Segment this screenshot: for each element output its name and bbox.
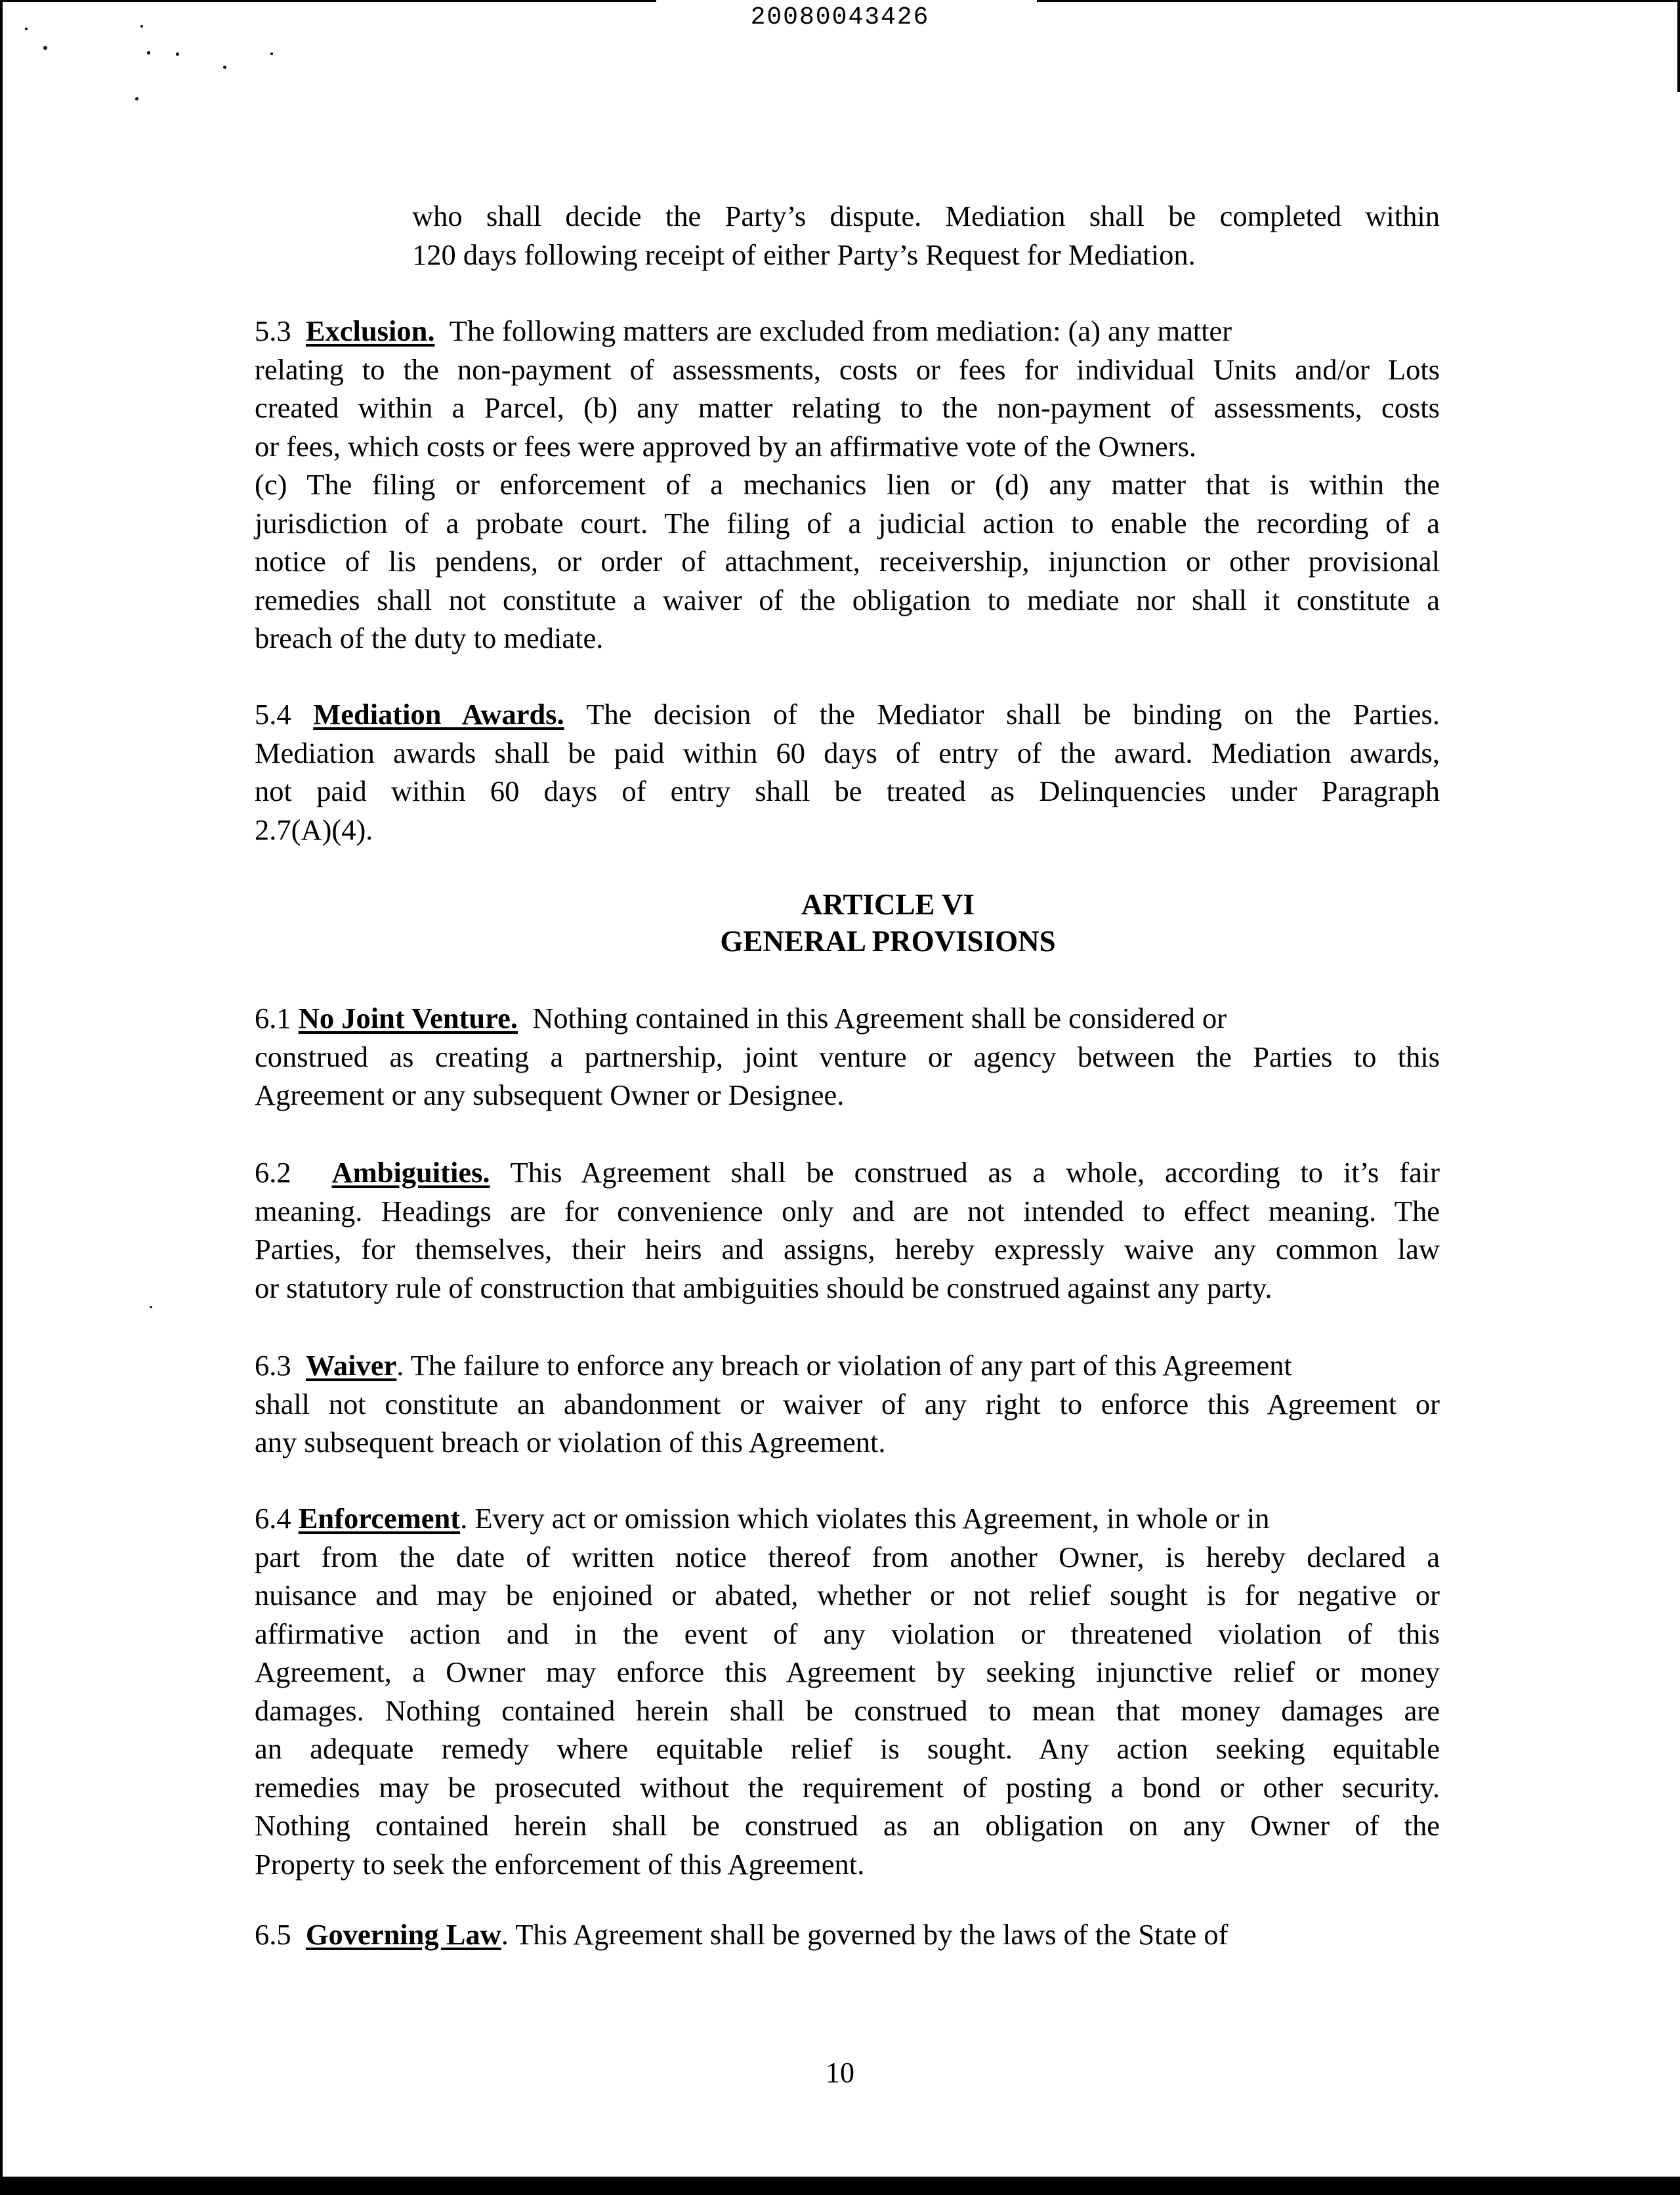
text-line: breach of the duty to mediate. xyxy=(255,622,604,654)
text-line: created within a Parcel, (b) any matter relating to the non-payment of assessments, costs xyxy=(255,391,1440,424)
text-line: notice of lis pendens, or order of attachment, receivership, injunction or other provisional xyxy=(255,545,1440,578)
text-line: The following matters are excluded from mediation: (a) any matter xyxy=(449,314,1232,347)
text-line: or fees, which costs or fees were approved by an affirmative vote of the Owners. xyxy=(255,429,1197,463)
section-heading: Governing Law xyxy=(305,1918,501,1951)
scan-speck xyxy=(176,53,179,56)
text-line: Nothing contained in this Agreement shall be considered or xyxy=(532,1002,1227,1034)
text-line: part from the date of written notice thereof from another Owner, is hereby declared a xyxy=(255,1540,1440,1573)
text-line: construed as creating a partnership, joint venture or agency between the Parties to this xyxy=(255,1040,1440,1073)
text-line: Agreement, a Owner may enforce this Agreement by seeking injunctive relief or money xyxy=(255,1655,1440,1688)
article-title: GENERAL PROVISIONS xyxy=(720,925,1056,958)
text-line: not paid within 60 days of entry shall be treated as Delinquencies under Paragraph xyxy=(255,775,1440,807)
section-5-3 xyxy=(255,312,1440,658)
text-line: Mediation awards shall be paid within 60 days of entry of the award. Mediation awards, xyxy=(255,736,1440,769)
section-heading: Ambiguities. xyxy=(331,1156,490,1189)
section-heading: No Joint Venture. xyxy=(298,1002,518,1034)
section-number: 6.5 xyxy=(255,1918,291,1951)
section-5-4 xyxy=(255,695,1440,849)
text-line: meaning. Headings are for convenience only and are not intended to effect meaning. The xyxy=(255,1194,1440,1227)
section-number: 6.4 xyxy=(255,1502,291,1535)
section-number: 6.3 xyxy=(255,1349,291,1382)
text-line: Property to seek the enforcement of this Agreement. xyxy=(255,1847,865,1881)
text-line: This Agreement shall be construed as a whole, according to it’s fair xyxy=(510,1156,1440,1189)
text-line: any subsequent breach or violation of this Agreement. xyxy=(255,1426,886,1459)
text-line: Parties, for themselves, their heirs and assigns, hereby expressly waive any common law xyxy=(255,1233,1440,1266)
text-line: or statutory rule of construction that ambiguities should be construed against any party. xyxy=(255,1271,1272,1304)
section-number: 6.1 xyxy=(255,1002,291,1034)
text-line: (c) The filing or enforcement of a mechanics lien or (d) any matter that is within the xyxy=(255,468,1440,501)
text-line: 120 days following receipt of either Party’s Request for Mediation. xyxy=(412,238,1196,271)
text-line: shall not constitute an abandonment or waiver of any right to enforce this Agreement or xyxy=(255,1387,1440,1420)
page-number: 10 xyxy=(826,2056,854,2089)
section-6-4 xyxy=(255,1499,1440,1883)
article-number: ARTICLE VI xyxy=(801,888,975,921)
text-line: Agreement or any subsequent Owner or Designee. xyxy=(255,1078,845,1111)
section-6-3 xyxy=(255,1346,1440,1462)
text-line: damages. Nothing contained herein shall be construed to mean that money damages are xyxy=(255,1694,1440,1727)
section-heading: Waiver xyxy=(305,1349,397,1382)
text-line: remedies shall not constitute a waiver of the obligation to mediate nor shall it constitute a xyxy=(255,583,1440,616)
scan-speck xyxy=(270,53,273,55)
text-line: remedies may be prosecuted without the requirement of posting a bond or other security. xyxy=(255,1770,1440,1804)
text-line: The decision of the Mediator shall be binding on the Parties. xyxy=(586,698,1440,731)
scan-speck xyxy=(150,1306,152,1308)
section-heading: Enforcement xyxy=(298,1502,461,1535)
section-heading: Exclusion. xyxy=(305,314,435,347)
scan-border-bottom xyxy=(0,2177,1680,2195)
text-line: . Every act or omission which violates this Agreement, in whole or in xyxy=(460,1502,1270,1535)
section-6-1 xyxy=(255,999,1440,1115)
text-line: relating to the non-payment of assessments, costs or fees for individual Units and/or Lots xyxy=(255,352,1440,386)
text-line: jurisdiction of a probate court. The filing of a judicial action to enable the recording of a xyxy=(255,506,1440,540)
section-6-5 xyxy=(255,1915,1440,1954)
scan-speck xyxy=(135,97,138,100)
scan-border-left xyxy=(0,0,3,2195)
text-line: nuisance and may be enjoined or abated, whether or not relief sought is for negative or xyxy=(255,1579,1440,1611)
article-heading xyxy=(255,886,1521,960)
section-number: 5.4 xyxy=(255,698,291,731)
text-line: . The failure to enforce any breach or violation of any part of this Agreement xyxy=(396,1349,1292,1382)
scan-speck xyxy=(147,51,150,54)
text-line: Nothing contained herein shall be construed as an obligation on any Owner of the xyxy=(255,1809,1440,1842)
intro-paragraph xyxy=(412,197,1440,274)
text-line: an adequate remedy where equitable relief is sought. Any action seeking equitable xyxy=(255,1732,1440,1765)
text-line: who shall decide the Party’s dispute. Mediation shall be completed within xyxy=(412,200,1440,232)
section-6-2 xyxy=(255,1153,1440,1307)
section-heading: Mediation Awards. xyxy=(313,698,564,731)
text-line: 2.7(A)(4). xyxy=(255,813,373,846)
scan-speck xyxy=(43,46,47,50)
document-number: 20080043426 xyxy=(750,3,930,32)
section-number: 5.3 xyxy=(255,314,291,347)
section-number: 6.2 xyxy=(255,1156,291,1189)
scan-speck xyxy=(223,66,226,69)
text-line: . This Agreement shall be governed by the laws of the State of xyxy=(501,1918,1228,1951)
text-line: affirmative action and in the event of any violation or threatened violation of this xyxy=(255,1617,1440,1650)
